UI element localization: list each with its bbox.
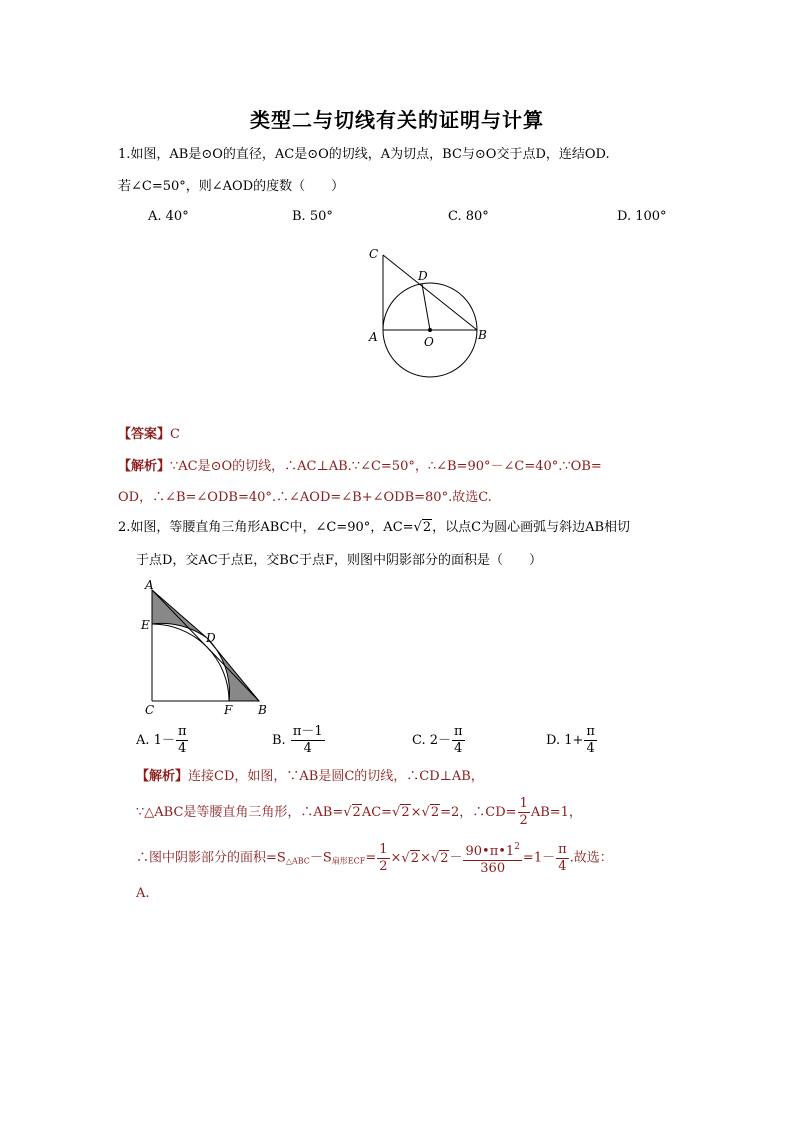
times-sign: × xyxy=(419,850,431,866)
fraction-half xyxy=(377,842,389,875)
q2-analysis-line1 xyxy=(136,768,484,786)
text-seg: =2，∴CD= xyxy=(440,805,517,820)
numerator: π xyxy=(454,724,463,739)
subscript: 扇形ECF xyxy=(331,856,366,866)
fraction-sector xyxy=(463,839,521,877)
radicand: 2 xyxy=(352,805,361,820)
fraction xyxy=(291,724,325,757)
sqrt-2: √2 xyxy=(413,520,432,535)
label-o: O xyxy=(424,335,434,349)
numerator: π xyxy=(558,841,567,857)
radicand: 2 xyxy=(430,805,440,820)
segment-cb xyxy=(383,255,477,330)
q2-stem-text-b: ，以点C为圆心画弧与斜边AB相切 xyxy=(432,520,631,535)
opt-prefix: B. xyxy=(272,733,290,748)
times-sign: × xyxy=(410,805,422,820)
label-b: B xyxy=(258,703,267,717)
sqrt-2: √2 xyxy=(392,805,410,820)
radicand: 2 xyxy=(410,850,419,866)
label-e: E xyxy=(141,618,150,632)
text-seg: .故选： xyxy=(569,850,613,866)
q1-stem-line1: 1.如图，AB是⊙O的直径，AC是⊙O的切线，A为切点，BC与⊙O交于点D，连结OD. xyxy=(118,147,610,162)
q1-analysis-line1 xyxy=(118,458,602,476)
q2-option-b xyxy=(272,724,326,757)
q1-answer xyxy=(118,426,180,444)
denominator: 4 xyxy=(303,741,312,756)
segment-od xyxy=(422,284,430,330)
label-d: D xyxy=(206,631,216,645)
subscript: △ABC xyxy=(285,856,310,866)
opt-prefix: A. 1－ xyxy=(136,733,175,748)
arc-ef xyxy=(152,624,229,701)
numerator: π xyxy=(177,724,187,739)
fraction xyxy=(452,724,465,757)
denominator: 4 xyxy=(454,741,463,756)
q2-analysis-line2 xyxy=(136,796,582,829)
radicand: 2 xyxy=(401,805,410,820)
denominator: 2 xyxy=(519,813,528,828)
text-seg: AC= xyxy=(361,805,393,820)
denominator: 4 xyxy=(178,741,187,756)
q2-figure xyxy=(140,578,280,718)
numerator-text: 90•π•1 xyxy=(465,844,515,859)
q2-option-a xyxy=(136,724,189,757)
numerator xyxy=(463,839,521,861)
denominator: 2 xyxy=(379,858,388,874)
shaded-region-lower xyxy=(207,638,259,701)
superscript: 2 xyxy=(514,842,520,852)
q2-stem-line1 xyxy=(118,519,630,537)
q2-option-d xyxy=(546,724,598,757)
text-seg: = xyxy=(365,850,377,866)
q1-stem-line2: 若∠C=50°，则∠AOD的度数（ ） xyxy=(118,179,345,194)
q2-analysis-line3 xyxy=(136,839,613,877)
label-f: F xyxy=(224,703,233,717)
fraction-pi-4 xyxy=(556,842,569,875)
q2-option-c xyxy=(412,724,466,757)
text-seg: －S xyxy=(309,850,332,866)
minus-sign: － xyxy=(449,850,463,866)
opt-prefix: C. 2－ xyxy=(412,733,452,748)
sqrt-2: √2 xyxy=(421,805,440,820)
q1-figure xyxy=(360,240,500,390)
numerator: π xyxy=(586,724,595,739)
text-seg: =1－ xyxy=(522,850,556,866)
fraction xyxy=(584,724,597,757)
analysis-tag: 【解析】 xyxy=(118,459,171,474)
label-a: A xyxy=(145,578,154,592)
text-seg: ∵△ABC是等腰直角三角形，∴AB= xyxy=(136,805,344,820)
q1-option-a: A. 40° xyxy=(148,209,189,224)
label-c: C xyxy=(145,703,155,717)
label-c: C xyxy=(369,247,379,261)
times-sign: × xyxy=(390,850,402,866)
analysis-text: 连接CD，如图，∵AB是圆C的切线，∴CD⊥AB， xyxy=(188,769,484,784)
shaded-region-upper xyxy=(152,590,207,638)
q2-stem-line2: 于点D，交AC于点E，交BC于点F，则图中阴影部分的面积是（ ） xyxy=(136,553,543,568)
analysis-text: ∵AC是⊙O的切线，∴AC⊥AB.∵∠C=50°，∴∠B=90°－∠C=40°.∵OB= xyxy=(170,459,602,474)
fraction xyxy=(176,724,189,757)
answer-tag: 【答案】 xyxy=(118,427,171,442)
sqrt-2: √2 xyxy=(401,850,419,866)
opt-prefix: D. 1+ xyxy=(546,733,584,748)
q1-option-c: C. 80° xyxy=(448,209,489,224)
analysis-tag: 【解析】 xyxy=(136,769,189,784)
numerator: 1 xyxy=(379,841,388,857)
denominator: 4 xyxy=(586,741,595,756)
text-seg: ∴图中阴影部分的面积=S xyxy=(136,850,286,866)
fraction-half xyxy=(518,796,530,829)
answer-value: C xyxy=(170,427,180,442)
q2-stem-text-a: 2.如图，等腰直角三角形ABC中，∠C=90°，AC= xyxy=(118,520,414,535)
label-d: D xyxy=(418,269,428,283)
q2-analysis-line4: A. xyxy=(136,886,150,901)
label-a: A xyxy=(369,330,378,344)
sqrt-2: √2 xyxy=(430,850,449,866)
numerator: π－1 xyxy=(292,724,323,739)
page-title: 类型二与切线有关的证明与计算 xyxy=(250,108,544,132)
radicand: 2 xyxy=(422,520,432,535)
denominator: 4 xyxy=(558,858,567,874)
label-b: B xyxy=(478,328,487,342)
center-point xyxy=(428,328,432,332)
numerator: 1 xyxy=(519,796,528,811)
q1-analysis-line2: OD，∴∠B=∠ODB=40°.∴∠AOD=∠B+∠ODB=80°.故选C. xyxy=(118,490,492,505)
text-seg: AB=1， xyxy=(530,805,582,820)
q1-option-b: B. 50° xyxy=(292,209,333,224)
radicand: 2 xyxy=(440,850,449,866)
denominator: 360 xyxy=(480,861,506,876)
q1-option-d: D. 100° xyxy=(617,209,667,224)
sqrt-2: √2 xyxy=(343,805,361,820)
